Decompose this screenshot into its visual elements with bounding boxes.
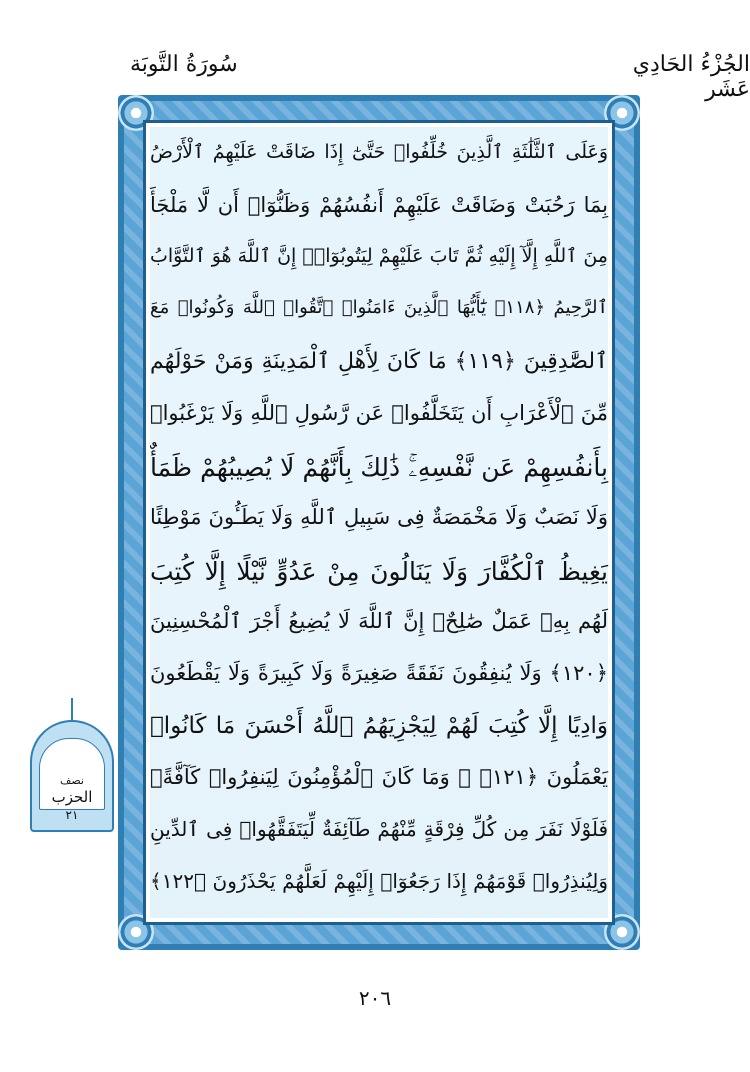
text-line-14: فَلَوْلَا نَفَرَ مِن كُلِّ فِرْقَةٍ مِّنْهُمْ طَآئِفَةٌ لِّيَتَفَقَّهُوا۟ فِى ٱلدِّينِ (150, 817, 608, 841)
marker-text-hizb: الحزب (51, 788, 93, 806)
text-line-8: وَلَا نَصَبٌ وَلَا مَخْمَصَةٌ فِى سَبِيلِ ٱللَّهِ وَلَا يَطَـُٔونَ مَوْطِئًا (150, 505, 608, 529)
text-line-6: مِّنَ ٱلْأَعْرَابِ أَن يَتَخَلَّفُوا۟ عَن رَّسُولِ ٱللَّهِ وَلَا يَرْغَبُوا۟ (150, 401, 608, 425)
text-line-3: مِنَ ٱللَّهِ إِلَّآ إِلَيْهِ ثُمَّ تَابَ عَلَيْهِمْ لِيَتُوبُوٓا۟ۚ إِنَّ ٱللَّهَ هُوَ ٱلتَّوَّابُ (150, 245, 608, 267)
text-line-10: لَهُم بِهِۦ عَمَلٌ صَٰلِحٌۚ إِنَّ ٱللَّهَ لَا يُضِيعُ أَجْرَ ٱلْمُحْسِنِينَ (150, 609, 608, 633)
text-line-13: يَعْمَلُونَ ﴿١٢١﴾ ۞ وَمَا كَانَ ٱلْمُؤْمِنُونَ لِيَنفِرُوا۟ كَآفَّةًۚ (150, 765, 608, 789)
page-number: ٢٠٦ (358, 986, 392, 1010)
text-line-7: بِأَنفُسِهِمْ عَن نَّفْسِهِۦۚ ذَٰلِكَ بِأَنَّهُمْ لَا يُصِيبُهُمْ ظَمَأٌ (150, 453, 608, 482)
marker-stem (71, 698, 73, 722)
text-line-12: وَادِيًا إِلَّا كُتِبَ لَهُمْ لِيَجْزِيَهُمُ ٱللَّهُ أَحْسَنَ مَا كَانُوا۟ (150, 713, 608, 739)
text-line-4: ٱلرَّحِيمُ ﴿١١٨﴾ يَٰٓأَيُّهَا ٱلَّذِينَ ءَامَنُوا۟ ٱتَّقُوا۟ ٱللَّهَ وَكُونُوا۟ مَعَ (150, 297, 608, 318)
text-line-11: ﴿١٢٠﴾ وَلَا يُنفِقُونَ نَفَقَةً صَغِيرَةً وَلَا كَبِيرَةً وَلَا يَقْطَعُونَ (150, 661, 608, 685)
juz-title: الجُزْءُ الحَادِي عَشَر (632, 52, 750, 102)
text-panel (150, 127, 608, 918)
text-line-1: وَعَلَى ٱلثَّلَٰثَةِ ٱلَّذِينَ خُلِّفُوا۟ حَتَّىٰٓ إِذَا ضَاقَتْ عَلَيْهِمُ ٱلْأَرْضُ (150, 141, 608, 163)
marker-text-number: ٢١ (65, 808, 79, 822)
text-line-5: ٱلصَّٰدِقِينَ ﴿١١٩﴾ مَا كَانَ لِأَهْلِ ٱلْمَدِينَةِ وَمَنْ حَوْلَهُم (150, 349, 608, 374)
text-line-9: يَغِيظُ ٱلْكُفَّارَ وَلَا يَنَالُونَ مِنْ عَدُوٍّ نَّيْلًا إِلَّا كُتِبَ (150, 557, 608, 586)
text-line-2: بِمَا رَحُبَتْ وَضَاقَتْ عَلَيْهِمْ أَنفُسُهُمْ وَظَنُّوٓا۟ أَن لَّا مَلْجَأَ (150, 193, 608, 217)
surah-title: سُورَةُ التَّوبَة (130, 52, 238, 77)
hizb-marker (30, 698, 114, 833)
marker-text-half: نصف (60, 774, 84, 787)
text-line-15: وَلِيُنذِرُوا۟ قَوْمَهُمْ إِذَا رَجَعُوٓا۟ إِلَيْهِمْ لَعَلَّهُمْ يَحْذَرُونَ ﴿١٢٢﴾ (150, 869, 608, 893)
